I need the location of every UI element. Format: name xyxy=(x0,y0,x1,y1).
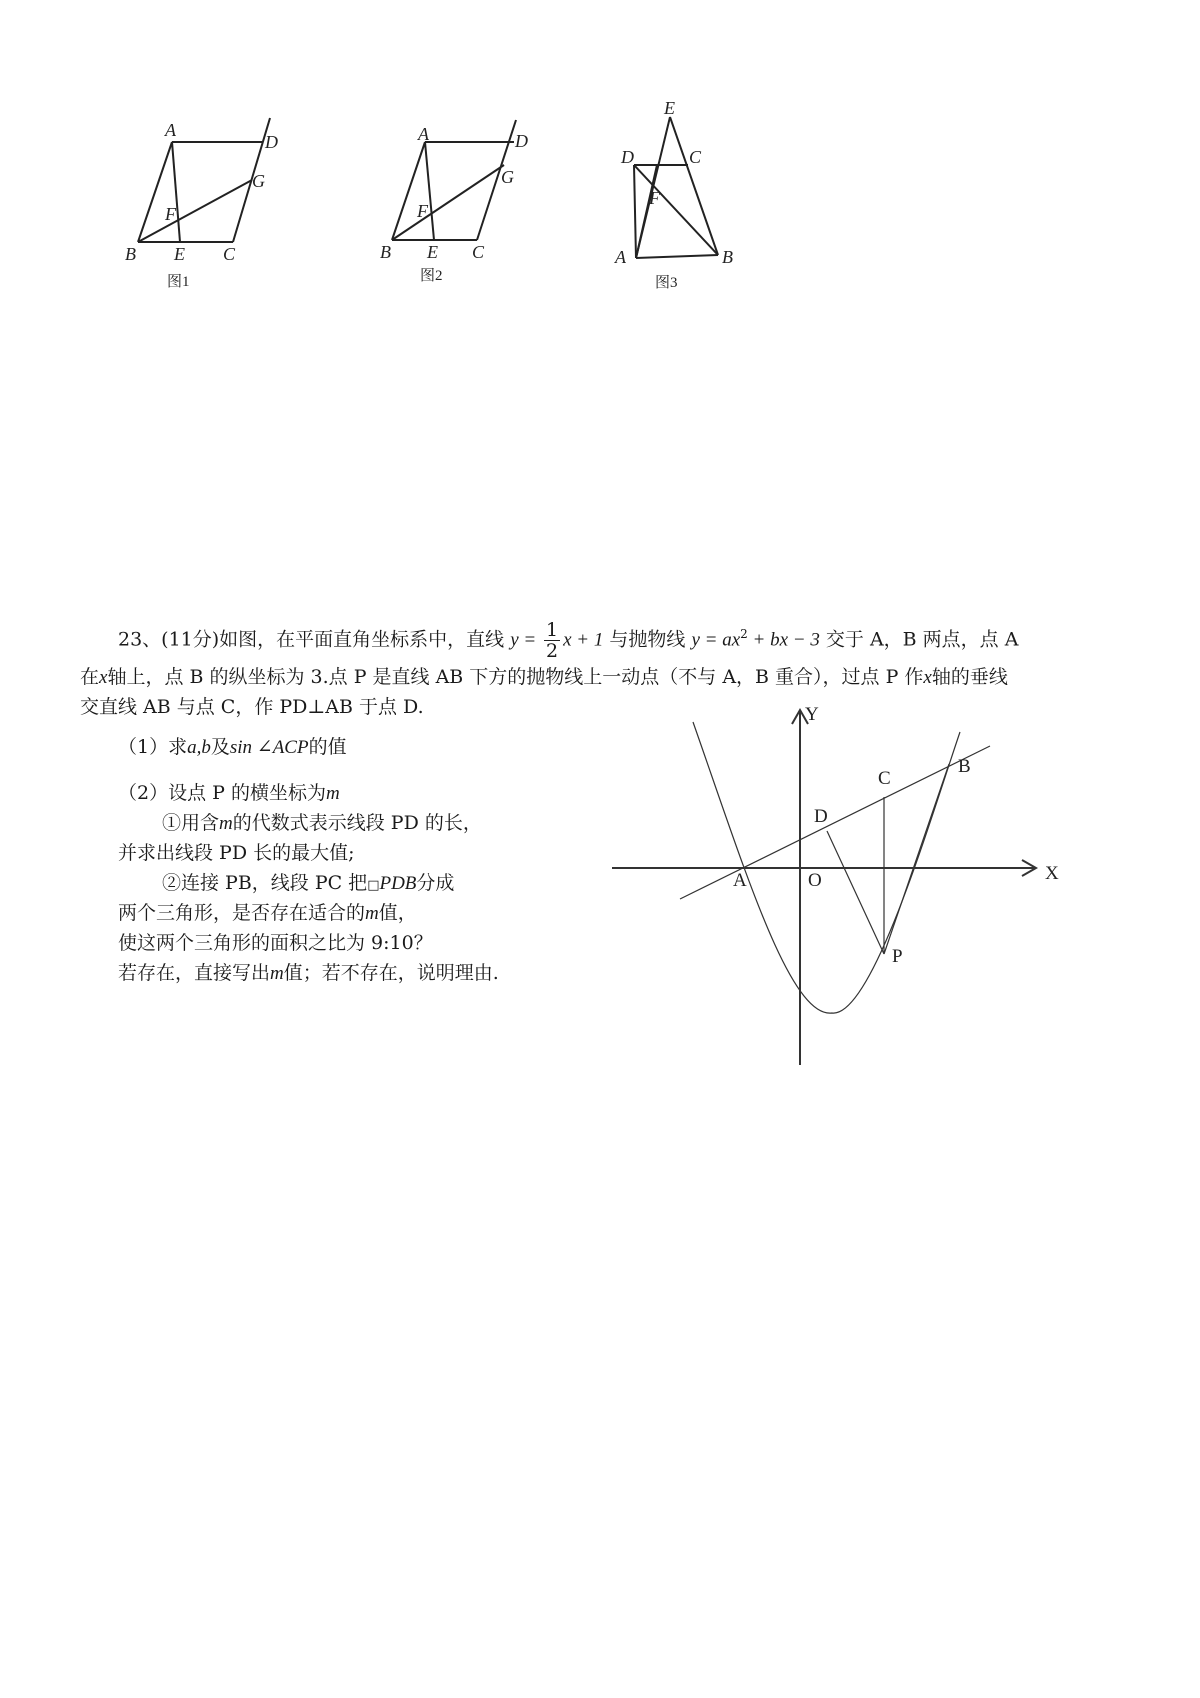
fig2-label-d: D xyxy=(515,131,528,151)
problem-line-3: 交直线 AB 与点 C，作 PD⊥AB 于点 D. xyxy=(80,696,424,718)
question-2b-line-4 xyxy=(118,961,499,986)
figure-3 xyxy=(612,95,762,300)
fig1-label-f: F xyxy=(165,204,176,224)
graph-label-a: A xyxy=(733,870,747,891)
graph-label-c: C xyxy=(878,768,891,789)
q1-mid: 及 xyxy=(210,736,230,758)
q2b1-pre: ②连接 PB，线段 PC 把 xyxy=(162,872,368,894)
question-2b-line-1 xyxy=(162,871,454,898)
graph-label-b: B xyxy=(958,756,971,777)
graph-axis-y-label: Y xyxy=(805,704,819,725)
fig2-caption: 图2 xyxy=(420,268,443,284)
fraction-half xyxy=(544,620,560,661)
question-2b-line-3: 使这两个三角形的面积之比为 9:10？ xyxy=(118,932,433,954)
problem-mid-text: 与抛物线 xyxy=(609,628,686,651)
q2b1-glyph: □ xyxy=(367,878,380,893)
q2b2-suffix: 值， xyxy=(378,902,417,924)
q2b2-pre: 两个三角形，是否存在适合的 xyxy=(118,902,366,924)
fig3-caption: 图3 xyxy=(655,275,678,291)
fig1-label-c: C xyxy=(223,244,236,264)
question-2a-line-1 xyxy=(162,811,482,836)
fig1-label-e: E xyxy=(174,244,185,264)
problem-line-1 xyxy=(118,620,1018,661)
graph-label-d: D xyxy=(814,806,828,827)
parabola-eq-rhs: + bx − 3 xyxy=(747,629,820,651)
fig3-label-f: F xyxy=(649,188,660,208)
fig2-label-b: B xyxy=(380,242,391,262)
problem-line1-suffix: 交于 A，B 两点，点 A xyxy=(825,628,1019,651)
fig1-label-a: A xyxy=(165,120,176,140)
fig2-label-e: E xyxy=(427,242,438,262)
line2-var-x1: x xyxy=(99,667,108,688)
line2-pre: 在 xyxy=(80,666,100,688)
question-2 xyxy=(118,781,340,806)
q2b1-suffix: 分成 xyxy=(416,872,455,894)
q2b4-pre: 若存在，直接写出 xyxy=(118,962,271,984)
line-eq-rhs: x + 1 xyxy=(563,629,604,651)
q2b2-var: m xyxy=(365,903,379,924)
fig1-label-b: B xyxy=(125,244,136,264)
problem-intro: 23、(11分)如图，在平面直角坐标系中，直线 xyxy=(118,628,505,651)
problem-line-2 xyxy=(80,665,1008,690)
line2-mid: 轴上，点 B 的纵坐标为 3.点 P 是直线 AB 下方的抛物线上一动点（不与 A，B 重合），过点 P 作 xyxy=(107,666,924,688)
fig3-label-b: B xyxy=(722,247,733,267)
graph-axis-x-label: X xyxy=(1045,863,1059,884)
fig3-label-c: C xyxy=(689,147,702,167)
question-2a-line-2: 并求出线段 PD 长的最大值; xyxy=(118,842,355,864)
graph-label-o: O xyxy=(808,870,822,891)
q2-pre: （2）设点 P 的横坐标为 xyxy=(118,782,326,804)
fig1-caption: 图1 xyxy=(167,274,190,290)
line-eq-lhs: y = xyxy=(510,629,541,651)
fig3-label-e: E xyxy=(664,98,675,118)
q2b1-triangle: PDB xyxy=(379,873,417,894)
graph-label-p: P xyxy=(892,946,903,967)
parabola-eq-exponent: 2 xyxy=(740,627,748,642)
figure-1 xyxy=(125,110,305,295)
q2b4-var: m xyxy=(270,963,284,984)
fig1-label-g: G xyxy=(252,171,265,191)
q1-pre: （1）求 xyxy=(118,736,188,758)
q2a1-suffix: 的代数式表示线段 PD 的长， xyxy=(232,812,482,834)
fraction-numerator: 1 xyxy=(546,619,559,641)
q2a1-pre: ①用含 xyxy=(162,812,220,834)
coordinate-graph xyxy=(600,700,1080,1080)
fig3-label-d: D xyxy=(621,147,634,167)
q2-var: m xyxy=(325,783,340,804)
line2-suffix: 轴的垂线 xyxy=(931,666,1008,688)
question-2b-line-2 xyxy=(118,901,417,926)
fig1-label-d: D xyxy=(265,132,278,152)
fig2-label-c: C xyxy=(472,242,485,262)
fig2-label-a: A xyxy=(418,124,429,144)
fig2-label-g: G xyxy=(501,167,514,187)
q2a1-var: m xyxy=(219,813,233,834)
parabola-eq-lhs: y = ax xyxy=(691,629,741,651)
q1-suffix: 的值 xyxy=(308,736,347,758)
figure-2 xyxy=(380,110,560,295)
fig3-label-a: A xyxy=(615,247,626,267)
q2b4-suffix: 值；若不存在，说明理由. xyxy=(283,962,499,984)
q1-expr: sin ∠ACP xyxy=(229,737,309,758)
question-1 xyxy=(118,735,347,760)
fraction-denominator: 2 xyxy=(546,640,559,662)
line2-var-x2: x xyxy=(923,667,932,688)
fig2-label-f: F xyxy=(417,201,428,221)
q1-vars: a,b xyxy=(187,737,211,758)
